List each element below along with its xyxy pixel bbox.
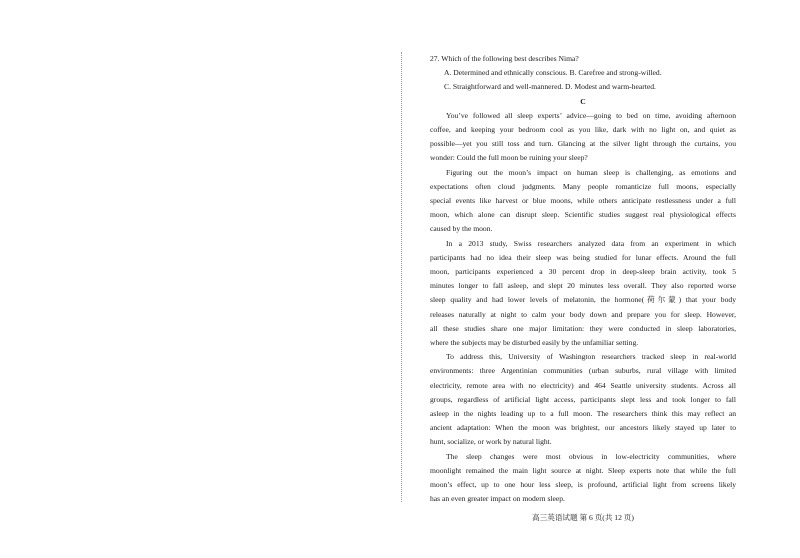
text-line: hunt, socialize, or work by natural light. <box>430 437 552 447</box>
text-line: groups, regardless of artificial light access, participants slept less and took longer to fall <box>430 394 736 404</box>
text-line: moon’s effect, up to one hour less sleep, is profound, artificial light from screens likely <box>430 480 736 490</box>
text-line: environments: three Argentinian communities (urban suburbs, rural village with limited <box>430 366 736 376</box>
text-line: wonder: Could the full moon be ruining your sleep? <box>430 153 588 163</box>
paragraph <box>430 166 736 237</box>
text-line: caused by the moon. <box>430 224 493 234</box>
paragraph <box>430 450 736 507</box>
text-line: special events like harvest or blue moons, while others anticipate restlessness under a full <box>430 196 736 206</box>
text-line: all these studies share one major limitation: they were conducted in sleep laboratories, <box>430 323 736 333</box>
question-option-row: A. Determined and ethnically conscious. B. Carefree and strong-willed. <box>444 68 662 78</box>
text-line: asleep in the nights leading up to a full moon. The researchers think this may reflect an <box>430 409 736 419</box>
text-line: The sleep changes were most obvious in low-electricity communities, where <box>446 451 736 461</box>
text-line: coffee, and keeping your bedroom cool as you like, dark with no light on, and quiet as <box>430 125 736 135</box>
text-line: participants had no idea their sleep was being studied for lunar effects. Around the full <box>430 252 736 262</box>
binding-margin-line <box>401 52 402 502</box>
question-option-row: C. Straightforward and well-mannered. D. Modest and warm-hearted. <box>444 82 656 92</box>
question-stem: 27. Which of the following best describes Nima? <box>430 54 579 63</box>
text-line: ancient adaptation: When the moon was brightest, our ancestors likely stayed up later to <box>430 423 736 433</box>
text-line: expectations often cloud judgments. Many people romanticize full moons, especially <box>430 181 736 191</box>
text-line: moon, participants experienced a 30 percent drop in deep-sleep brain activity, took 5 <box>430 267 736 277</box>
text-line: has an even greater impact on modern sleep. <box>430 494 565 504</box>
paragraph <box>430 350 736 449</box>
text-line: You’ve followed all sleep experts’ advice—going to bed on time, avoiding afternoon <box>446 110 736 120</box>
text-line: minutes longer to fall asleep, and slept 20 minutes less overall. They also reported worse <box>430 281 736 291</box>
text-line: possible—yet you still toss and turn. Glancing at the silver light through the curtains, you <box>430 139 736 149</box>
text-line: moonlight remained the main light source at night. Sleep experts note that while the full <box>430 465 736 475</box>
text-line: electricity, remote area with no electricity) and 464 Seattle university students. Across all <box>430 380 736 390</box>
section-label: C <box>580 96 586 106</box>
text-line: In a 2013 study, Swiss researchers analyzed data from an experiment in which <box>446 238 736 248</box>
text-line: To address this, University of Washington researchers tracked sleep in real-world <box>446 352 736 362</box>
text-line: releases naturally at night to calm your body down and prepare you for sleep. However, <box>430 309 736 319</box>
text-line: moon, which alone can disrupt sleep. Scientific studies suggest real physiological effects <box>430 210 736 220</box>
text-line: sleep quality and had lower levels of melatonin, the hormone(荷尔蒙) that your body <box>430 295 736 305</box>
paragraph <box>430 237 736 351</box>
page-footer: 高三英语试题 第 6 页(共 12 页) <box>532 513 634 522</box>
text-column <box>430 52 736 507</box>
text-line: where the subjects may be disturbed easily by the unfamiliar setting. <box>430 338 639 348</box>
text-line: Figuring out the moon’s impact on human sleep is challenging, as emotions and <box>446 167 736 177</box>
paragraph <box>430 109 736 166</box>
